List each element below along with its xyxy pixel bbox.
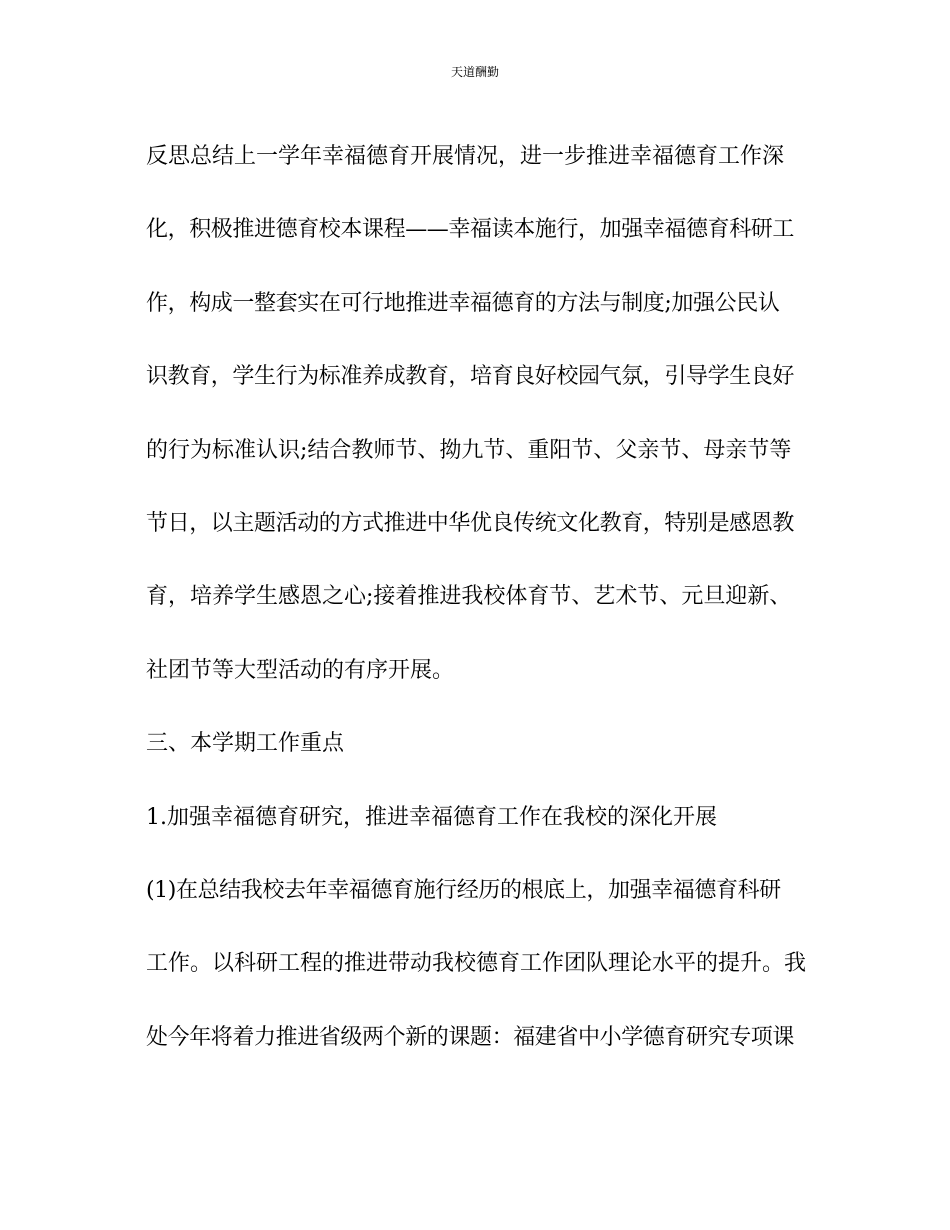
paragraph-line: 处今年将着力推进省级两个新的课题：福建省中小学德育研究专项课 (146, 1024, 795, 1050)
paragraph-line: 化，积极推进德育校本课程——幸福读本施行，加强幸福德育科研工 (146, 217, 795, 243)
body-text (146, 137, 816, 1091)
section-heading: 三、本学期工作重点 (146, 731, 345, 757)
paragraph-line: 工作。以科研工程的推进带动我校德育工作团队理论水平的提升。我 (146, 951, 807, 977)
subsection-heading: 1.加强幸福德育研究，推进幸福德育工作在我校的深化开展 (146, 804, 717, 830)
paragraph-line: (1)在总结我校去年幸福德育施行经历的根底上，加强幸福德育科研 (146, 877, 781, 903)
paragraph-line: 的行为标准认识;结合教师节、拗九节、重阳节、父亲节、母亲节等 (146, 437, 792, 463)
paragraph-line: 育，培养学生感恩之心;接着推进我校体育节、艺术节、元旦迎新、 (146, 584, 792, 610)
paragraph-line: 反思总结上一学年幸福德育开展情况，进一步推进幸福德育工作深 (146, 144, 785, 169)
paragraph-line: 作，构成一整套实在可行地推进幸福德育的方法与制度;加强公民认 (146, 290, 780, 316)
page-header: 天道酬勤 (450, 65, 499, 79)
paragraph-line: 节日，以主题活动的方式推进中华优良传统文化教育，特别是感恩教 (146, 510, 795, 536)
paragraph-line: 社团节等大型活动的有序开展。 (146, 657, 455, 683)
paragraph-line: 识教育，学生行为标准养成教育，培育良好校园气氛，引导学生良好 (146, 364, 795, 390)
